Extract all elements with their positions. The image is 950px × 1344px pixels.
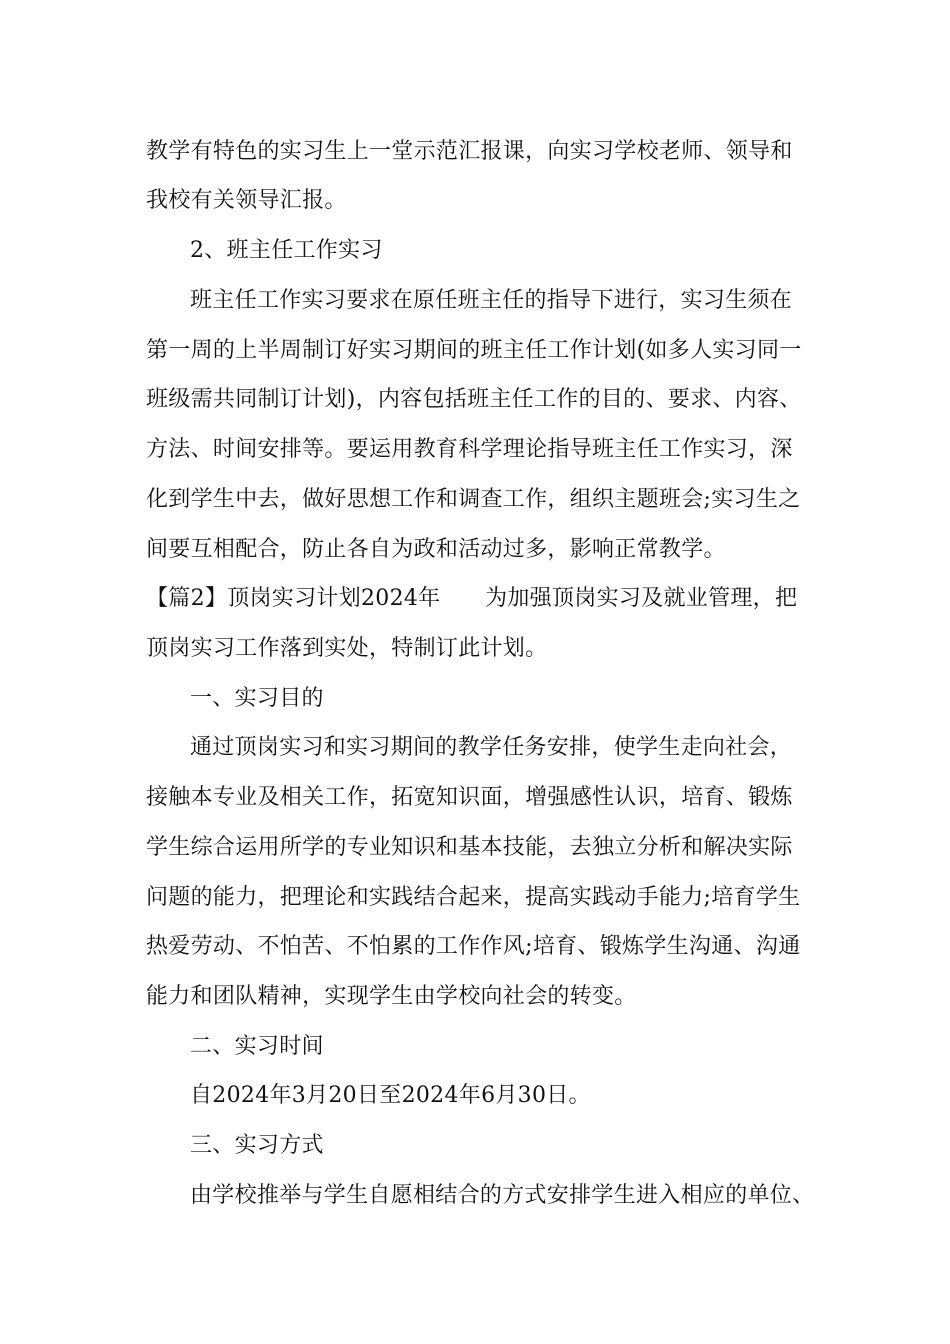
body-text-line: 能力和团队精神，实现学生由学校向社会的转变。 <box>146 984 637 1009</box>
body-text-line: 我校有关领导汇报。 <box>146 188 347 213</box>
body-text-line: 学生综合运用所学的专业知识和基本技能，去独立分析和解决实际 <box>146 835 793 860</box>
article-title-line: 【篇2】顶岗实习计划2024年 为加强顶岗实习及就业管理，把 <box>146 586 798 611</box>
section-heading: 2、班主任工作实习 <box>190 238 383 263</box>
body-text-line: 方法、时间安排等。要运用教育科学理论指导班主任工作实习，深 <box>146 437 793 462</box>
section-heading: 二、实习时间 <box>190 1034 324 1059</box>
body-text-line: 班主任工作实习要求在原任班主任的指导下进行，实习生须在 <box>190 288 793 313</box>
body-text-line: 问题的能力，把理论和实践结合起来，提高实践动手能力;培育学生 <box>146 885 801 910</box>
body-text-line: 化到学生中去，做好思想工作和调查工作，组织主题班会;实习生之 <box>146 487 801 512</box>
body-text-line: 教学有特色的实习生上一堂示范汇报课，向实习学校老师、领导和 <box>146 139 793 164</box>
body-text-line: 自2024年3月20日至2024年6月30日。 <box>190 1083 591 1108</box>
body-text-line: 热爱劳动、不怕苦、不怕累的工作作风;培育、锻炼学生沟通、沟通 <box>146 934 801 959</box>
body-text-line: 顶岗实习工作落到实处，特制订此计划。 <box>146 636 548 661</box>
body-text-line: 由学校推举与学生自愿相结合的方式安排学生进入相应的单位、 <box>190 1183 815 1208</box>
body-text-line: 班级需共同制订计划)，内容包括班主任工作的目的、要求、内容、 <box>146 387 802 412</box>
section-heading: 一、实习目的 <box>190 686 324 711</box>
body-text-line: 第一周的上半周制订好实习期间的班主任工作计划(如多人实习同一 <box>146 338 802 363</box>
body-text-line: 间要互相配合，防止各自为政和活动过多，影响正常教学。 <box>146 537 726 562</box>
body-text-line: 通过顶岗实习和实习期间的教学任务安排，使学生走向社会， <box>190 735 793 760</box>
body-text-line: 接触本专业及相关工作，拓宽知识面，增强感性认识，培育、锻炼 <box>146 785 793 810</box>
section-heading: 三、实习方式 <box>190 1133 324 1158</box>
